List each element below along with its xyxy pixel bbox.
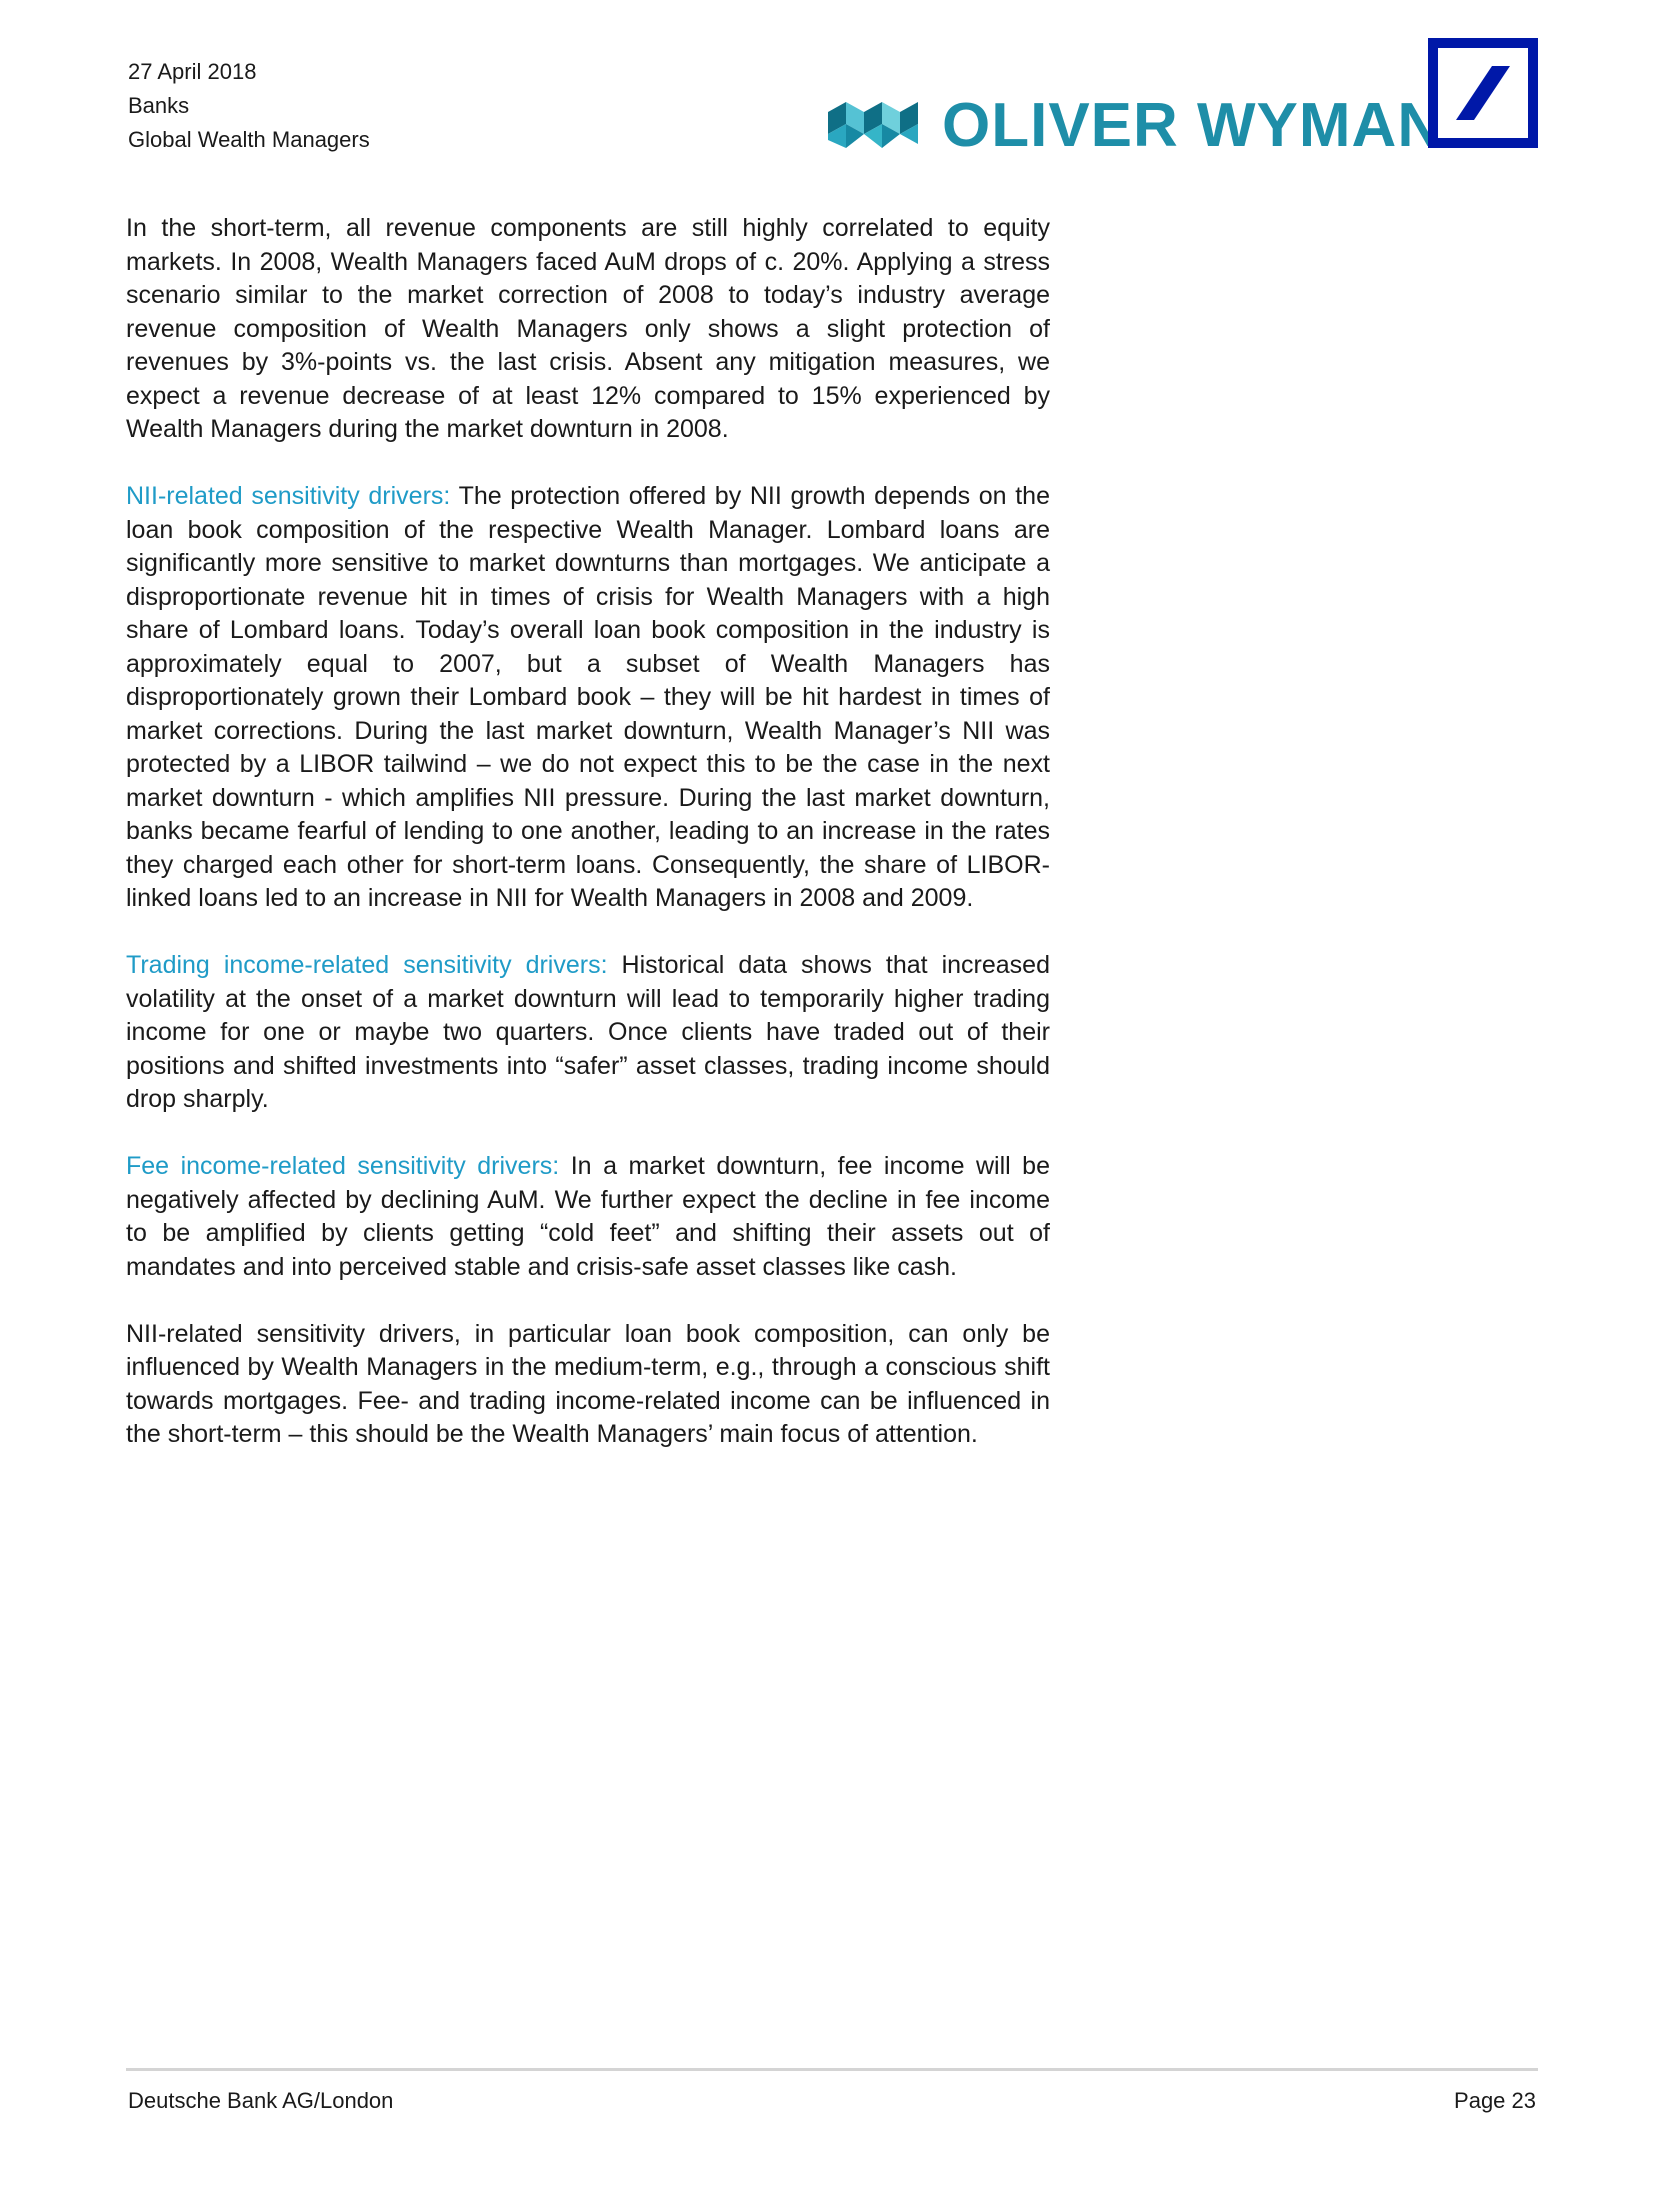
oliver-wyman-mark-icon [828,100,920,152]
trading-drivers-text: Historical data shows that increased volatility at the onset of a market downturn will lead to temporarily higher trading income for one or maybe two quarters. Once clients have traded out of their positions and shifted investments into “safer” asset classes, trading income should drop sharply. [126,951,1050,1113]
paragraph-nii-drivers [126,480,1050,916]
deutsche-bank-logo-icon [1428,38,1538,148]
paragraph-conclusion: NII-related sensitivity drivers, in particular loan book composition, can only be influenced by Wealth Managers in the medium-term, e.g., through a conscious shift towards mortgages. Fee- and trading income-related income can be influenced in the short-term – this should be the Wealth Managers’ main focus of attention. [126,1319,1050,1448]
trading-drivers-heading: Trading income-related sensitivity drivers: [126,951,608,979]
oliver-wyman-logo [828,91,1444,160]
fee-drivers-heading: Fee income-related sensitivity drivers: [126,1152,560,1180]
report-sector: Banks [128,93,190,118]
report-header [128,55,370,157]
nii-drivers-heading: NII-related sensitivity drivers: [126,482,451,510]
footer-publisher: Deutsche Bank AG/London [128,2088,394,2113]
fee-drivers-text: In a market downturn, fee income will be negatively affected by declining AuM. We further expect the decline in fee income to be amplified by clients getting “cold feet” and shifting their assets out of mandates and into perceived stable and crisis-safe asset classes like cash. [126,1152,1050,1281]
report-title: Global Wealth Managers [128,127,370,152]
page-number: Page 23 [1454,2088,1536,2113]
oliver-wyman-wordmark: OLIVER WYMAN [942,91,1444,160]
nii-drivers-text: The protection offered by NII growth depends on the loan book composition of the respective Wealth Manager. Lombard loans are significantly more sensitive to market downturns than mortgages. We anticipate a disproportionate revenue hit in times of crisis for Wealth Managers with a high share of Lombard loans. Today’s overall loan book composition in the industry is approximately equal to 2007, but a subset of Wealth Managers has disproportionately grown their Lombard book – they will be hit hardest in times of market corrections. During the last market downturn, Wealth Manager’s NII was protected by a LIBOR tailwind – we do not expect this to be the case in the next market downturn - which amplifies NII pressure. During the last market downturn, banks became fearful of lending to one another, leading to an increase in the rates they charged each other for short-term loans. Consequently, the share of LIBOR-linked loans led to an increase in NII for Wealth Managers in 2008 and 2009. [126,482,1050,912]
footer-divider [126,2068,1538,2071]
paragraph-trading-drivers [126,949,1050,1117]
paragraph-fee-drivers [126,1150,1050,1284]
article-body [126,212,1050,1485]
paragraph-overview: In the short-term, all revenue components are still highly correlated to equity markets. In 2008, Wealth Managers faced AuM drops of c. 20%. Applying a stress scenario similar to the market correction of 2008 to today’s industry average revenue composition of Wealth Managers only shows a slight protection of revenues by 3%-points vs. the last crisis. Absent any mitigation measures, we expect a revenue decrease of at least 12% compared to 15% experienced by Wealth Managers during the market downturn in 2008. [126,214,1050,443]
report-date: 27 April 2018 [128,59,257,84]
